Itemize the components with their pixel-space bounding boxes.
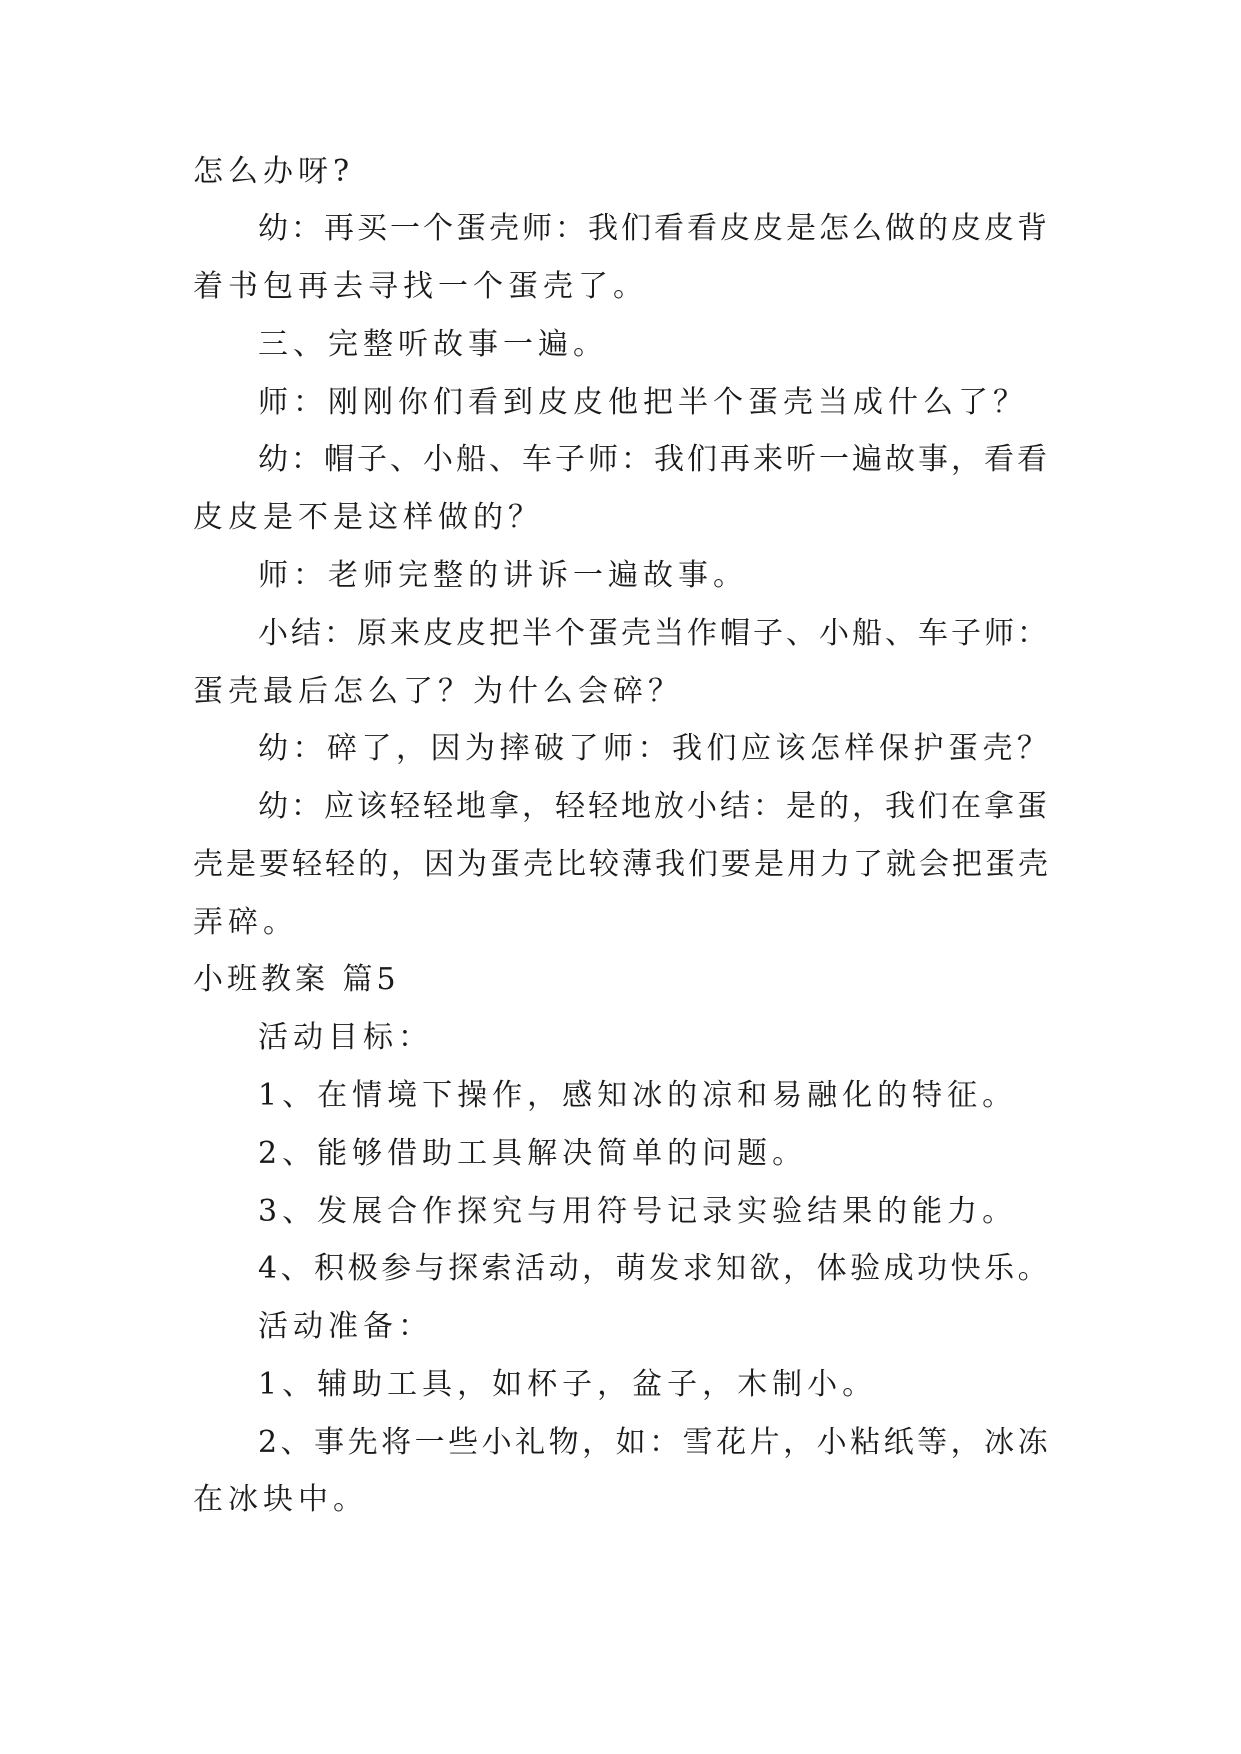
list-item: 4、积极参与探索活动，萌发求知欲，体验成功快乐。 (258, 1251, 1052, 1286)
paragraph-line: 幼：帽子、小船、车子师：我们再来听一遍故事，看看 (258, 442, 1050, 477)
list-item: 2、事先将一些小礼物，如：雪花片，小粘纸等，冰冻 (258, 1425, 1052, 1460)
paragraph-line: 活动目标： (258, 1020, 433, 1055)
paragraph-line: 怎么办呀? (193, 154, 355, 189)
paragraph-line: 蛋壳最后怎么了？为什么会碎？ (193, 674, 683, 709)
paragraph-line: 幼：应该轻轻地拿，轻轻地放小结：是的，我们在拿蛋 (258, 789, 1050, 824)
paragraph-line: 着书包再去寻找一个蛋壳了。 (193, 269, 648, 304)
paragraph-line: 师：刚刚你们看到皮皮他把半个蛋壳当成什么了？ (258, 385, 1028, 420)
paragraph-line: 弄碎。 (193, 905, 298, 940)
paragraph-line: 幼：碎了，因为摔破了师：我们应该怎样保护蛋壳？ (258, 731, 1052, 766)
list-item: 1、在情境下操作，感知冰的凉和易融化的特征。 (258, 1078, 1018, 1113)
paragraph-line: 三、完整听故事一遍。 (258, 327, 608, 362)
paragraph-line: 幼：再买一个蛋壳师：我们看看皮皮是怎么做的皮皮背 (258, 211, 1050, 246)
paragraph-line: 壳是要轻轻的，因为蛋壳比较薄我们要是用力了就会把蛋壳 (193, 847, 1051, 882)
section-heading: 小班教案 篇5 (193, 962, 400, 997)
paragraph-line: 皮皮是不是这样做的？ (193, 500, 543, 535)
paragraph-line: 师：老师完整的讲诉一遍故事。 (258, 558, 748, 593)
list-item: 1、辅助工具，如杯子，盆子，木制小。 (258, 1367, 878, 1402)
list-item: 2、能够借助工具解决简单的问题。 (258, 1136, 808, 1171)
list-item: 3、发展合作探究与用符号记录实验结果的能力。 (258, 1194, 1018, 1229)
paragraph-line: 在冰块中。 (193, 1482, 368, 1517)
paragraph-line: 活动准备： (258, 1309, 433, 1344)
paragraph-line: 小结：原来皮皮把半个蛋壳当作帽子、小船、车子师： (258, 616, 1050, 651)
